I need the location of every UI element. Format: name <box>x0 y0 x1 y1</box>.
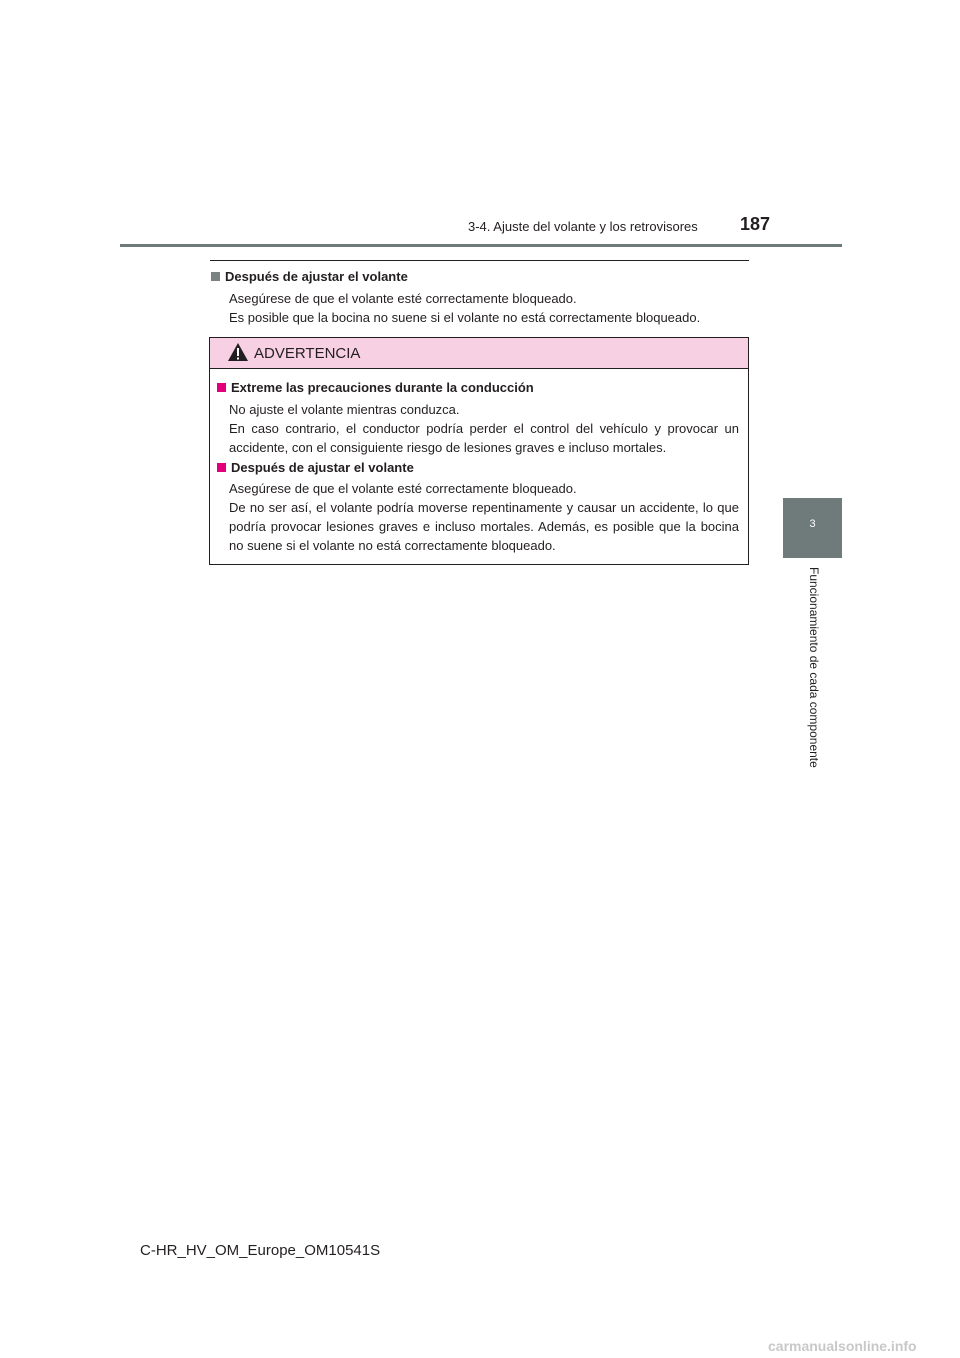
warning-paragraph: Asegúrese de que el volante esté correctamente bloqueado. <box>229 481 577 496</box>
square-bullet-icon <box>217 383 226 392</box>
warning-item-heading-text: Extreme las precauciones durante la conducción <box>231 380 534 395</box>
section-line: Es posible que la bocina no suene si el volante no está correctamente bloqueado. <box>229 310 701 325</box>
warning-item-body <box>229 400 739 457</box>
warning-item-heading-text: Después de ajustar el volante <box>231 460 414 475</box>
warning-box <box>209 337 749 565</box>
chapter-title: Funcionamiento de cada componente <box>807 567 821 768</box>
section-heading <box>211 269 408 284</box>
warning-triangle-icon <box>227 342 249 362</box>
section-line: Asegúrese de que el volante esté correctamente bloqueado. <box>229 291 577 306</box>
page-number: 187 <box>740 214 771 234</box>
square-bullet-icon <box>217 463 226 472</box>
warning-item-heading <box>217 380 534 395</box>
running-header: 3-4. Ajuste del volante y los retrovisores <box>468 219 698 234</box>
chapter-number: 3 <box>809 518 816 530</box>
warning-item-heading <box>217 460 414 475</box>
header-divider <box>120 244 842 247</box>
section-heading-text: Después de ajustar el volante <box>225 269 408 284</box>
section-body <box>229 289 749 327</box>
warning-title: ADVERTENCIA <box>254 345 361 362</box>
warning-header <box>210 338 748 369</box>
square-bullet-icon <box>211 272 220 281</box>
warning-paragraph: De no ser así, el volante podría moverse repentinamente y causar un accidente, lo que podría provocar lesiones graves e incluso mortales. Además, es posible que la bocina no suene si el volante no está correctamente bloqueado. <box>229 500 739 553</box>
warning-item-body <box>229 479 739 555</box>
document-code: C-HR_HV_OM_Europe_OM10541S <box>140 1242 381 1259</box>
section-divider <box>210 260 749 261</box>
watermark: carmanualsonline.info <box>768 1338 917 1354</box>
chapter-tab <box>783 498 842 558</box>
warning-paragraph: En caso contrario, el conductor podría perder el control del vehículo y provocar un accidente, con el consiguiente riesgo de lesiones graves e incluso mortales. <box>229 421 739 455</box>
warning-paragraph: No ajuste el volante mientras conduzca. <box>229 402 460 417</box>
